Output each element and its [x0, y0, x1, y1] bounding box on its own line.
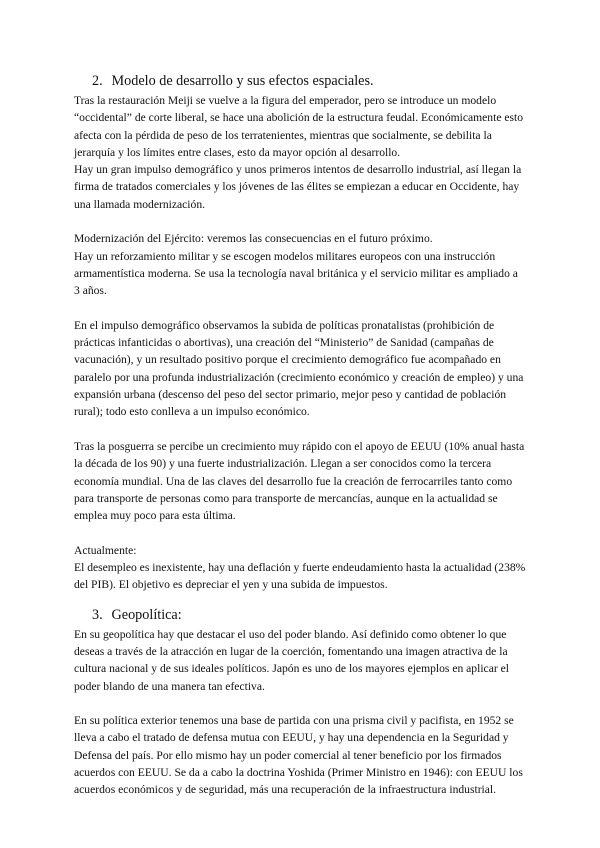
paragraph: En su geopolítica hay que destacar el uso del poder blando. Así definido como obtener lo que deseas a través de la atracción en lugar de la coerción, fomentando una imagen atractiva de la cultura nacional y de sus ideales políticos. Japón es uno de los mayores ejemplos en aplicar el poder blando de una manera tan efectiva.	[74, 627, 509, 693]
paragraph: En el impulso demográfico observamos la subida de políticas pronatalistas (prohibición de prácticas infanticidas o abortivas), una creación del “Ministerio” de Sanidad (campañas de vacunación), y un resultado positivo porque el crecimiento demográfico fue acompañado en paralelo por una profunda industrialización (crecimiento económico y creación de empleo) y una expansión urbana (descenso del peso del sector primario, mejor peso y cantidad de población rural); todo esto conlleva a un impulso económico.	[74, 318, 524, 419]
paragraph: Tras la posguerra se percibe un crecimiento muy rápido con el apoyo de EEUU (10% anual hasta la década de los 90) y una fuerte industrialización. Llegan a ser conocidos como la tercera economía mundial. Una de las claves del desarrollo fue la creación de ferrocarriles tanto como para transporte de personas como para transporte de mercancías, aunque en la actualidad se emplea muy poco para esta última.	[74, 439, 525, 523]
paragraph: El desempleo es inexistente, hay una deflación y fuerte endeudamiento hasta la actualidad (238% del PIB). El objetivo es depreciar el yen y una subida de impuestos.	[74, 561, 526, 592]
paragraph-gap	[74, 695, 526, 712]
section-3-heading	[92, 606, 526, 624]
section-2-number: 2.	[92, 73, 103, 89]
paragraph: Tras la restauración Meiji se vuelve a la figura del emperador, pero se introduce un modelo “occidental” de corte liberal, se hace una abolición de la estructura feudal. Económicamente esto afecta con la pérdida de peso de los terratenientes, mientras que socialmente, se debilita la jerarquía y los límites entre clases, esto da mayor opción al desarrollo.	[74, 94, 524, 159]
paragraph-gap	[74, 421, 526, 438]
paragraph: Hay un reforzamiento militar y se escogen modelos militares europeos con una instrucción armamentística moderna. Se usa la tecnología naval británica y el servicio militar es ampliado a 3 años.	[74, 249, 518, 298]
paragraph: En su política exterior tenemos una base de partida con una prisma civil y pacifista, en 1952 se lleva a cabo el tratado de defensa mutua con EEUU, y hay una dependencia en la Seguridad y Defensa del país. Por ello mismo hay un poder comercial al tener beneficio por los firmados acuerdos con EEUU. Se da a cabo la doctrina Yoshida (Primer Ministro en 1946): con EEUU los acuerdos económicos y de seguridad, más una recuperación de la infraestructura industrial.	[74, 714, 523, 797]
paragraph: Actualmente:	[74, 543, 137, 557]
section-2-title: Modelo de desarrollo y sus efectos espaciales.	[111, 73, 374, 89]
section-3-title: Geopolítica:	[111, 606, 182, 623]
section-2-heading	[92, 72, 526, 90]
section-gap	[74, 594, 526, 606]
paragraph-gap	[74, 213, 526, 230]
paragraph-gap	[74, 300, 526, 317]
paragraph-gap	[74, 524, 526, 541]
paragraph: Modernización del Ejército: veremos las consecuencias en el futuro próximo.	[74, 232, 433, 246]
document-body	[74, 72, 526, 799]
section-3-number: 3.	[92, 606, 103, 623]
paragraph: Hay un gran impulso demográfico y unos primeros intentos de desarrollo industrial, así llegan la firma de tratados comerciales y los jóvenes de las élites se empiezan a educar en Occidente, hay una llamada modernización.	[74, 163, 522, 211]
